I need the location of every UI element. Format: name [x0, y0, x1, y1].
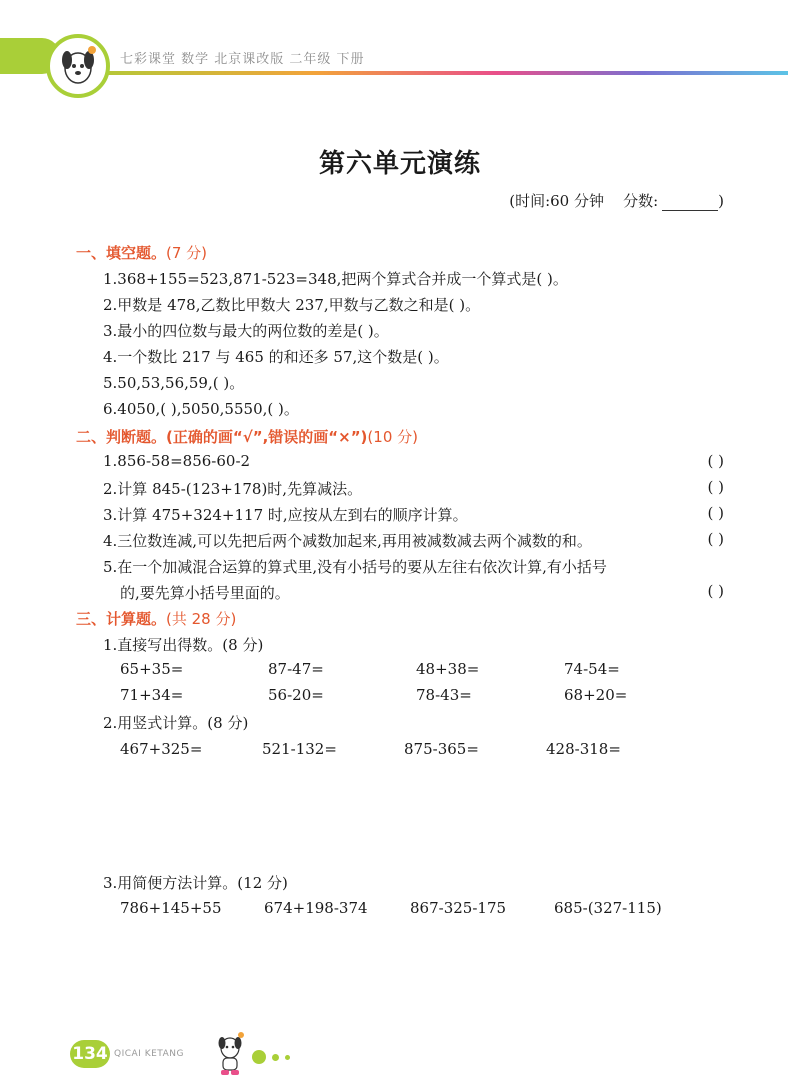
fill-item-2: 2.甲数是 478,乙数比甲数大 237,甲数与乙数之和是( )。: [103, 296, 481, 314]
simple-calc-expr: 867-325-175: [410, 899, 507, 917]
calc-expr: 48+38=: [416, 660, 480, 678]
section1-heading: [76, 242, 207, 263]
mascot-dog-icon: [46, 34, 110, 98]
judge-item-5: 5.在一个加减混合运算的算式里,没有小括号的要从左往右依次计算,有小括号: [103, 558, 607, 576]
judge-answer-2[interactable]: ( ): [707, 478, 724, 496]
section1-title: 一、填空题。: [76, 244, 167, 262]
calc-sub2-label: 2.用竖式计算。(8 分): [103, 714, 249, 732]
calc-sub3-label: 3.用简便方法计算。(12 分): [103, 874, 288, 892]
simple-calc-expr: 674+198-374: [264, 899, 368, 917]
judge-answer-4[interactable]: ( ): [707, 530, 724, 548]
header-series-text: 七彩课堂 数学 北京课改版 二年级 下册: [120, 52, 365, 67]
calc-sub1-row2: [120, 686, 627, 704]
fill-item-1: 1.368+155=523,871-523=348,把两个算式合并成一个算式是( )。: [103, 270, 568, 288]
vertical-calc-expr: 428-318=: [546, 740, 621, 758]
section1-points: (7 分): [166, 244, 208, 262]
section3-title: 三、计算题。: [76, 610, 167, 628]
calc-sub1-label: 1.直接写出得数。(8 分): [103, 636, 264, 654]
header-bar: [0, 38, 788, 74]
judge-item-5-cont: 的,要先算小括号里面的。: [120, 584, 290, 602]
time-score-close: ): [718, 192, 724, 210]
section3-heading: [76, 608, 236, 629]
vertical-calc-expr: 521-132=: [262, 740, 337, 758]
page-number: 134: [70, 1040, 110, 1068]
score-label: 分数:: [623, 192, 659, 210]
vertical-calc-expr: 467+325=: [120, 740, 203, 758]
calc-expr: 78-43=: [416, 686, 472, 704]
vertical-calc-expr: 875-365=: [404, 740, 479, 758]
calc-expr: 68+20=: [564, 686, 628, 704]
simple-calc-expr: 685-(327-115): [554, 899, 662, 917]
calc-sub1-row1: [120, 660, 620, 678]
mascot-dog-footer-icon: [212, 1030, 248, 1078]
judge-answer-5[interactable]: ( ): [707, 582, 724, 600]
fill-item-5: 5.50,53,56,59,( )。: [103, 374, 245, 392]
section2-points: (10 分): [367, 428, 418, 446]
section3-points: (共 28 分): [166, 610, 237, 628]
calc-expr: 65+35=: [120, 660, 184, 678]
simple-calc-expr: 786+145+55: [120, 899, 222, 917]
judge-item-2: 2.计算 845-(123+178)时,先算减法。: [103, 480, 363, 498]
fill-item-3: 3.最小的四位数与最大的两位数的差是( )。: [103, 322, 389, 340]
fill-item-4: 4.一个数比 217 与 465 的和还多 57,这个数是( )。: [103, 348, 449, 366]
judge-item-3: 3.计算 475+324+117 时,应按从左到右的顺序计算。: [103, 506, 468, 524]
section2-heading: [76, 426, 418, 447]
calc-sub2-row: [120, 740, 621, 758]
judge-answer-1[interactable]: ( ): [707, 452, 724, 470]
calc-expr: 74-54=: [564, 660, 620, 678]
calc-expr: 56-20=: [268, 686, 324, 704]
time-score-line: [509, 190, 724, 211]
footer-dot-small: [285, 1055, 290, 1060]
judge-item-1: 1.856-58=856-60-2: [103, 452, 251, 470]
score-blank[interactable]: [662, 197, 718, 211]
judge-answer-3[interactable]: ( ): [707, 504, 724, 522]
footer-dot-medium: [272, 1054, 279, 1061]
section2-title: 二、判断题。(正确的画“√”,错误的画“×”): [76, 428, 368, 446]
time-label: (时间:60 分钟: [509, 192, 604, 210]
fill-item-6: 6.4050,( ),5050,5550,( )。: [103, 400, 299, 418]
header-rainbow-line: [60, 71, 788, 75]
calc-expr: 87-47=: [268, 660, 324, 678]
page-title: 第六单元演练: [318, 149, 481, 179]
footer-brand: QICAI KETANG: [114, 1049, 184, 1059]
footer-dot-large: [252, 1050, 266, 1064]
calc-sub3-row: [120, 899, 662, 917]
judge-item-4: 4.三位数连减,可以先把后两个减数加起来,再用被减数减去两个减数的和。: [103, 532, 592, 550]
calc-expr: 71+34=: [120, 686, 184, 704]
